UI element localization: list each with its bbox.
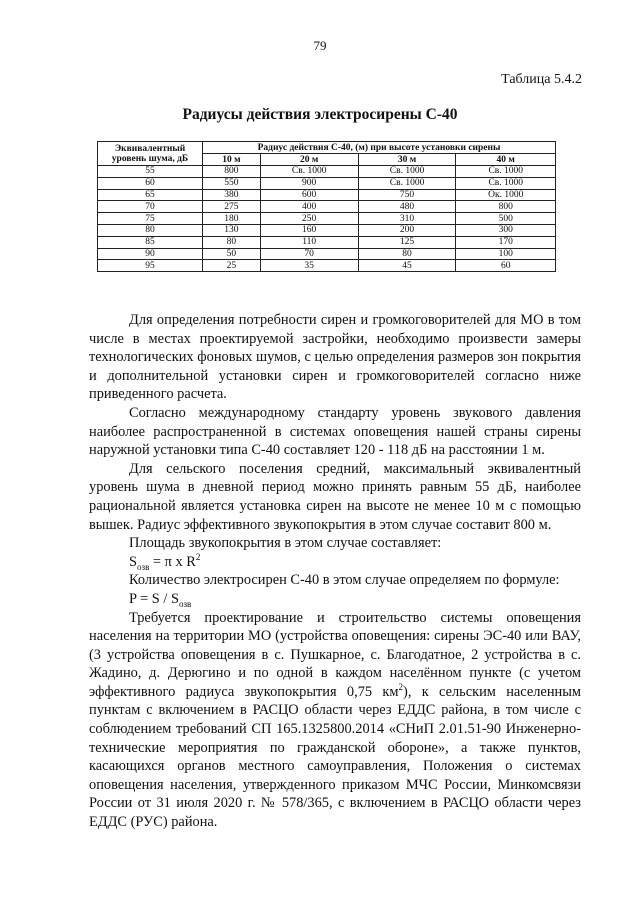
radius-cell: 250 [260,213,358,225]
paragraph-part: ), к сельским населенным пунктам с включением в РАСЦО области через ЕДДС района, в том числе с соблюдением требований СП 165.1325800.2014 «СНиП 2.01.51-90 Инженерно-технические мероприятия по гражданской обороне», а также пунктов, касающихся органов местного самоуправления, Положения о системах оповещения населения, утвержденного приказом МЧС России, Минкомсвязи России от 31 июля 2020 г. № 578/365, с включением в РАСЦО области через ЕДДС (РУС) района. [89,683,581,831]
formula-area [89,553,581,572]
noise-level-cell: 80 [98,224,203,236]
radius-cell: 80 [358,248,456,260]
radius-cell: 125 [358,236,456,248]
table-row [98,177,556,189]
paragraph: Согласно международному стандарту уровень звукового давления наиболее распространенной в системах оповещения нашей страны сирены наружной установки типа С-40 составляет 120 - 118 дБ на расстоянии 1 м. [89,404,581,459]
table-row [98,213,556,225]
noise-level-cell: 85 [98,236,203,248]
paragraph-sup: 2 [398,682,404,693]
height-header: 20 м [260,154,358,166]
height-header: 40 м [456,154,556,166]
radius-cell: 50 [203,248,261,260]
formula-sub: озв [137,561,150,572]
radius-cell: 100 [456,248,556,260]
formula-count-text: P = S / S [129,590,179,607]
table-row [98,189,556,201]
radius-cell: 25 [203,260,261,272]
paragraph-part: Требуется проектирование и строительство системы оповещения населения на территории МО (устройства оповещения: сирены ЭС-40 или ВАУ, (3 устройства оповещения в с. Пушкарное, с. Благодатное, 2 устройства в с. Жадино, д. Дерюгино и по одной в каждом населённом пункте (с учетом эффективного радиуса звукопокрытия 0,75 км [89,609,581,700]
paragraph: Площадь звукопокрытия в этом случае составляет: [129,535,442,552]
noise-level-header [98,142,203,166]
radius-cell: Ок. 1000 [456,189,556,201]
paragraph [89,609,581,832]
height-header: 30 м [358,154,456,166]
siren-radius-table [97,141,556,272]
noise-level-cell: 60 [98,177,203,189]
paragraph: Количество электросирен С-40 в этом случае определяем по формуле: [129,572,560,589]
radius-cell: 550 [203,177,261,189]
radius-cell: 70 [260,248,358,260]
radius-cell: Св. 1000 [358,166,456,178]
formula-mid: = π x R [149,553,196,570]
noise-level-header-line1: Эквивалентный [114,143,186,154]
radius-cell: 900 [260,177,358,189]
formula-s: S [129,553,138,570]
height-header: 10 м [203,154,261,166]
noise-level-header-line2: уровень шума, дБ [111,153,189,164]
table-title: Радиусы действия электросирены С-40 [182,106,458,123]
noise-level-cell: 90 [98,248,203,260]
radius-cell: 400 [260,201,358,213]
radius-cell: 110 [260,236,358,248]
table-row [98,248,556,260]
radius-cell: Св. 1000 [456,177,556,189]
table-row [98,201,556,213]
table-row [98,236,556,248]
radius-cell: 275 [203,201,261,213]
radius-cell: Св. 1000 [260,166,358,178]
radius-cell: 480 [358,201,456,213]
body-text [89,311,581,832]
radius-group-header: Радиус действия С-40, (м) при высоте установки сирены [203,142,556,154]
radius-cell: 600 [260,189,358,201]
formula-count [89,590,581,609]
table-row [98,224,556,236]
noise-level-cell: 70 [98,201,203,213]
table-row [98,260,556,272]
radius-cell: 160 [260,224,358,236]
table-label: Таблица 5.4.2 [501,72,582,87]
radius-cell: Св. 1000 [358,177,456,189]
noise-level-cell: 65 [98,189,203,201]
formula-sup: 2 [195,551,201,562]
radius-cell: 130 [203,224,261,236]
paragraph: Для сельского поселения средний, максимальный эквивалентный уровень шума в дневной период можно принять равным 55 дБ, наиболее рациональной является установка сирен на высоте не менее 10 м с помощью вышек. Радиус эффективного звукопокрытия в этом случае составит 800 м. [89,460,581,533]
radius-cell: 800 [203,166,261,178]
page-number: 79 [313,38,327,53]
radius-cell: 170 [456,236,556,248]
radius-cell: 200 [358,224,456,236]
radius-cell: 380 [203,189,261,201]
radius-cell: 35 [260,260,358,272]
noise-level-cell: 75 [98,213,203,225]
radius-cell: 80 [203,236,261,248]
table-row [98,166,556,178]
noise-level-cell: 95 [98,260,203,272]
radius-cell: 750 [358,189,456,201]
radius-cell: 500 [456,213,556,225]
radius-cell: 60 [456,260,556,272]
radius-cell: 45 [358,260,456,272]
paragraph: Для определения потребности сирен и громкоговорителей для МО в том числе в местах проектируемой застройки, необходимо произвести замеры технологических фоновых шумов, с целью определения размеров зон покрытия и дополнительной установки сирен и громкоговорителей согласно ниже приведенного расчета. [89,312,581,403]
noise-level-cell: 55 [98,166,203,178]
formula-count-sub: озв [178,598,192,609]
radius-cell: 310 [358,213,456,225]
radius-cell: 800 [456,201,556,213]
radius-cell: 300 [456,224,556,236]
radius-cell: 180 [203,213,261,225]
radius-cell: Св. 1000 [456,166,556,178]
